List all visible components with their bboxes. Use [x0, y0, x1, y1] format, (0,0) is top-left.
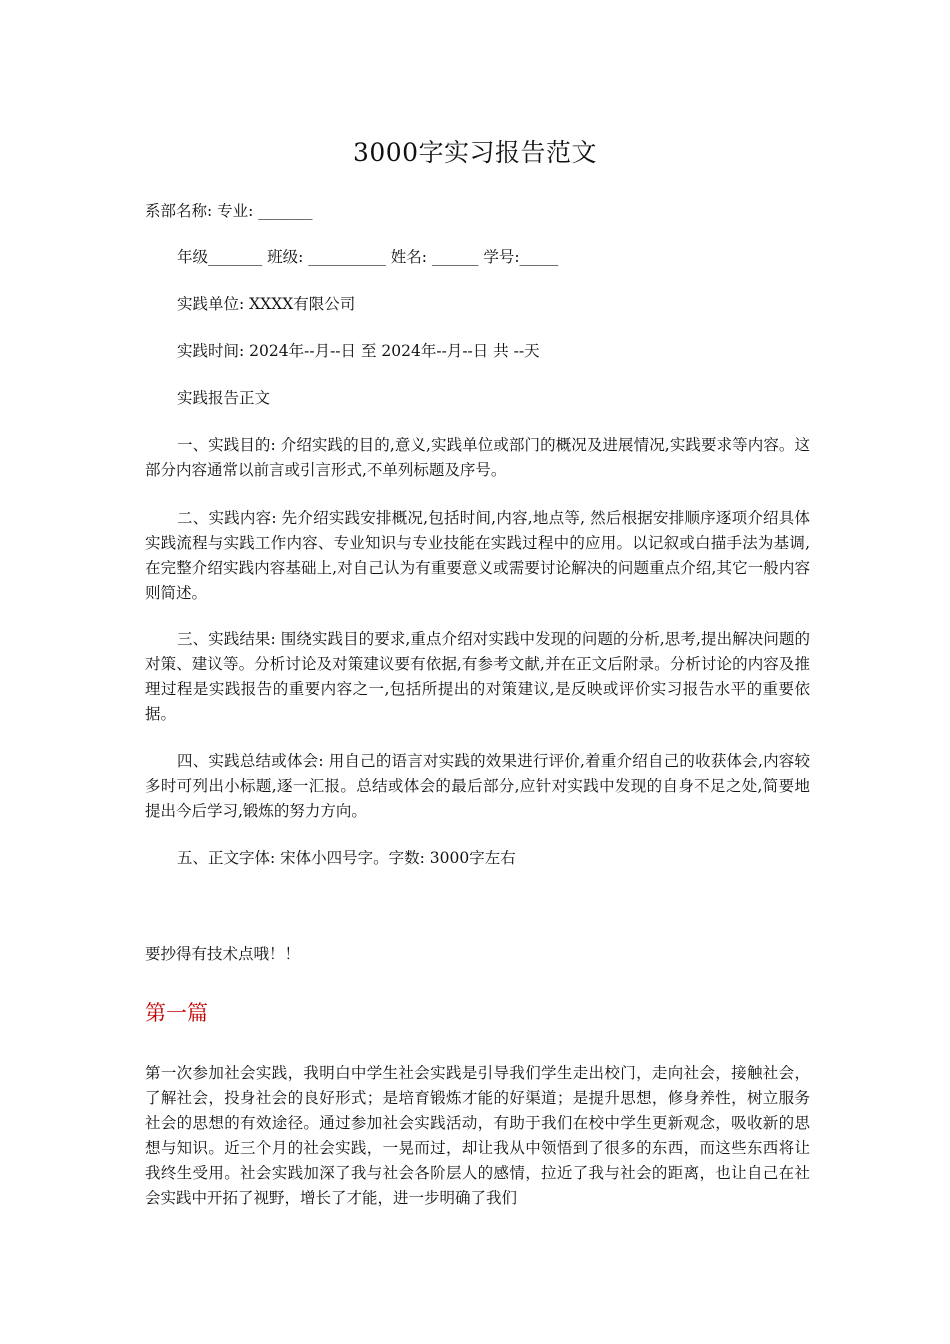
- practice-unit-line: 实践单位: XXXX有限公司: [177, 295, 356, 313]
- section-purpose: 一、实践目的: 介绍实践的目的,意义,实践单位或部门的概况及进展情况,实践要求等内容。这部分内容通常以前言或引言形式,不单列标题及序号。: [145, 436, 810, 479]
- chapter-body: 第一次参加社会实践，我明白中学生社会实践是引导我们学生走出校门，走向社会，接触社会，了解社会，投身社会的良好形式；是培育锻炼才能的好渠道；是提升思想，修身养性，树立服务社会的思想的有效途径。通过参加社会实践活动，有助于我们在校中学生更新观念，吸收新的思想与知识。近三个月的社会实践，一晃而过，却让我从中领悟到了很多的东西，而这些东西将让我终生受用。社会实践加深了我与社会各阶层人的感情，拉近了我与社会的距离，也让自己在社会实践中开拓了视野，增长了才能，进一步明确了我们: [145, 1064, 810, 1207]
- section-summary: 四、实践总结或体会: 用自己的语言对实践的效果进行评价,着重介绍自己的收获体会,内容较多时可列出小标题,逐一汇报。总结或体会的最后部分,应针对实践中发现的自身不足之处,简要地提出今后学习,锻炼的努力方向。: [145, 752, 810, 820]
- section-results: 三、实践结果: 围绕实践目的要求,重点介绍对实践中发现的问题的分析,思考,提出解决问题的对策、建议等。分析讨论及对策建议要有依据,有参考文献,并在正文后附录。分析讨论的内容及推理过程是实践报告的重要内容之一,包括所提出的对策建议,是反映或评价实习报告水平的重要依据。: [145, 630, 810, 723]
- note-line: 要抄得有技术点哦！！: [145, 945, 301, 963]
- document-title: 3000字实习报告范文: [352, 138, 598, 167]
- section-content: 二、实践内容: 先介绍实践安排概况,包括时间,内容,地点等, 然后根据安排顺序逐项介绍具体实践流程与实践工作内容、专业知识与专业技能在实践过程中的应用。以记叙或白描手法为基调,在完整介绍实践内容基础上,对自己认为有重要意义或需要讨论解决的问题重点介绍,其它一般内容则简述。: [145, 509, 810, 602]
- chapter-heading: 第一篇: [145, 1001, 208, 1025]
- grade-class-line: 年级_______ 班级: __________ 姓名: ______ 学号:_____: [177, 248, 559, 266]
- report-body-label: 实践报告正文: [177, 389, 271, 407]
- practice-time-line: 实践时间: 2024年--月--日 至 2024年--月--日 共 --天: [177, 342, 540, 360]
- section-font: 五、正文字体: 宋体小四号字。字数: 3000字左右: [177, 849, 516, 867]
- department-line: 系部名称: 专业: _______: [145, 202, 313, 220]
